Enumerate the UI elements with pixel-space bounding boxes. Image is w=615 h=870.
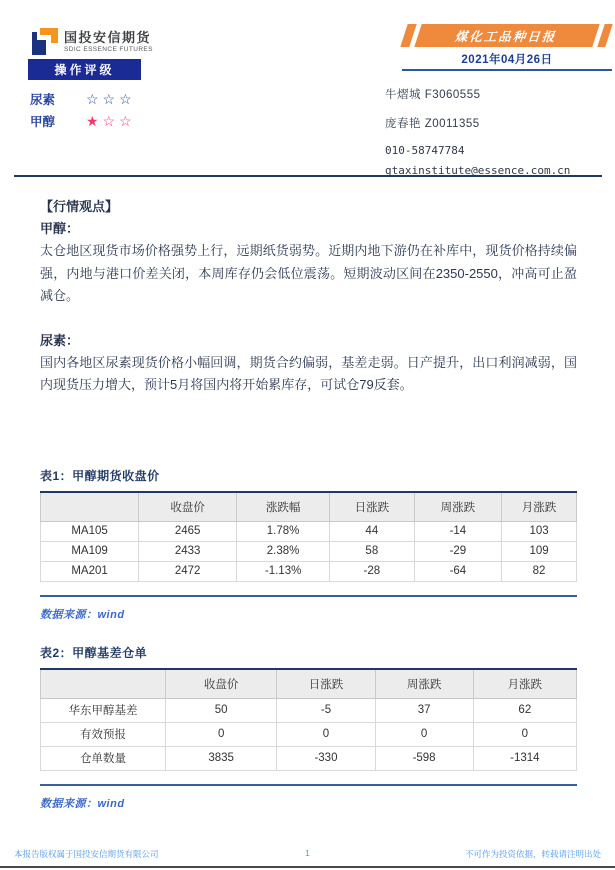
section-title-viewpoint: 【行情观点】 [40,199,119,214]
column-header [41,492,139,522]
column-header: 日涨跌 [277,669,375,699]
rating-panel-title: 操作评级 [28,59,141,80]
table-cell: 0 [165,722,277,746]
column-header: 收盘价 [165,669,277,699]
brand-subtitle: SDIC ESSENCE FUTURES [64,46,153,53]
page-bottom-edge [0,866,615,868]
table-cell: -330 [277,746,375,770]
page-footer [14,848,601,860]
footer-page-number: 1 [305,848,310,858]
analyst-cert: Z0011355 [424,118,480,130]
analyst-contacts [385,86,570,184]
row-label: 仓单数量 [41,746,166,770]
column-header: 涨跌幅 [237,492,330,522]
ribbon-body [414,24,599,47]
table-cell: 3835 [165,746,277,770]
table-row [41,722,577,746]
viewpoint-block-methanol [40,218,577,308]
table-title: 表2：甲醇基差仓单 [40,645,148,660]
column-header: 收盘价 [139,492,237,522]
rating-list [30,88,136,132]
company-logo-icon [30,27,60,62]
table-cell: 2465 [139,521,237,541]
footer-disclaimer: 不可作为投资依据，转载请注明出处 [464,849,601,859]
table-cell: -1.13% [237,561,330,581]
table-cell: -29 [414,541,501,561]
row-label: 有效预报 [41,722,166,746]
analyst-line [385,115,570,131]
viewpoint-block-urea [40,330,577,397]
table-cell: 44 [329,521,414,541]
column-header: 周涨跌 [375,669,473,699]
analyst-name: 庞春艳 [385,118,421,130]
rating-row-urea [30,88,136,110]
table-cell: 0 [277,722,375,746]
table-cell: 2472 [139,561,237,581]
column-header: 日涨跌 [329,492,414,522]
row-label: MA105 [41,521,139,541]
figure-table-1 [40,467,577,622]
viewpoint-heading: 甲醇： [40,221,80,236]
rating-label: 尿素 [30,93,56,107]
viewpoint-text: 太仓地区现货市场价格强势上行，远期纸货弱势。近期内地下游仍在补库中，现货价格持续偏强，内地与港口价差关闭，本周库存仍会低位震荡。短期波动区间在2350-2550，冲高可止盈减仓。 [40,243,577,303]
table-header-row [41,669,577,699]
table-cell: 62 [473,698,576,722]
analyst-cert: F3060555 [424,89,481,101]
table-row [41,521,577,541]
table-cell: 109 [502,541,577,561]
methanol-futures-close-table [40,491,577,582]
rating-label: 甲醇 [30,115,56,129]
table-cell: 0 [375,722,473,746]
table-row [41,698,577,722]
brand-text [64,31,153,54]
table-cell: 37 [375,698,473,722]
figure-table-2 [40,644,577,811]
row-label: MA109 [41,541,139,561]
table-cell: 50 [165,698,277,722]
header-divider [14,175,602,177]
date-underline [402,69,612,71]
table-cell: 0 [473,722,576,746]
table-cell: 1.78% [237,521,330,541]
star-rating-icon: ★☆☆ [86,113,136,129]
table-row [41,561,577,581]
column-header: 周涨跌 [414,492,501,522]
column-header: 月涨跌 [502,492,577,522]
methanol-basis-warrant-table [40,668,577,771]
table-cell: -28 [329,561,414,581]
data-source-note: 数据来源：wind [40,608,125,621]
contact-phone: 010-58747784 [385,144,465,157]
column-header: 月涨跌 [473,669,576,699]
row-label: 华东甲醇基差 [41,698,166,722]
table-title: 表1：甲醇期货收盘价 [40,468,160,483]
rating-row-methanol [30,110,136,132]
report-date: 2021年04月26日 [461,54,553,66]
analyst-name: 牛熠城 [385,89,421,101]
ribbon-right-edge [597,24,612,47]
table-cell: -1314 [473,746,576,770]
column-header [41,669,166,699]
report-badge-ribbon [402,24,612,47]
brand-name: 国投安信期货 [64,30,152,45]
analyst-line [385,86,570,102]
table-row [41,746,577,770]
data-source-note: 数据来源：wind [40,797,125,810]
figure-divider [40,784,577,786]
table-cell: -598 [375,746,473,770]
table-cell: 58 [329,541,414,561]
figure-divider [40,595,577,597]
table-row [41,541,577,561]
footer-copyright: 本报告版权属于国投安信期货有限公司 [14,849,159,859]
star-rating-icon: ☆☆☆ [86,91,136,107]
table-cell: 2.38% [237,541,330,561]
table-cell: 82 [502,561,577,581]
report-body [40,196,577,811]
viewpoint-heading: 尿素： [40,332,80,348]
table-cell: -14 [414,521,501,541]
table-cell: -64 [414,561,501,581]
row-label: MA201 [41,561,139,581]
table-header-row [41,492,577,522]
table-cell: 2433 [139,541,237,561]
table-cell: -5 [277,698,375,722]
contact-email: gtaxinstitute@essence.com.cn [385,164,571,177]
report-badge-label: 煤化工品种日报 [453,29,560,44]
table-cell: 103 [502,521,577,541]
viewpoint-text: 国内各地区尿素现货价格小幅回调，期货合约偏弱，基差走弱。日产提升，出口利润减弱，国内现货压力增大，预计5月将国内将开始累库存，可试仓79反套。 [40,354,577,392]
